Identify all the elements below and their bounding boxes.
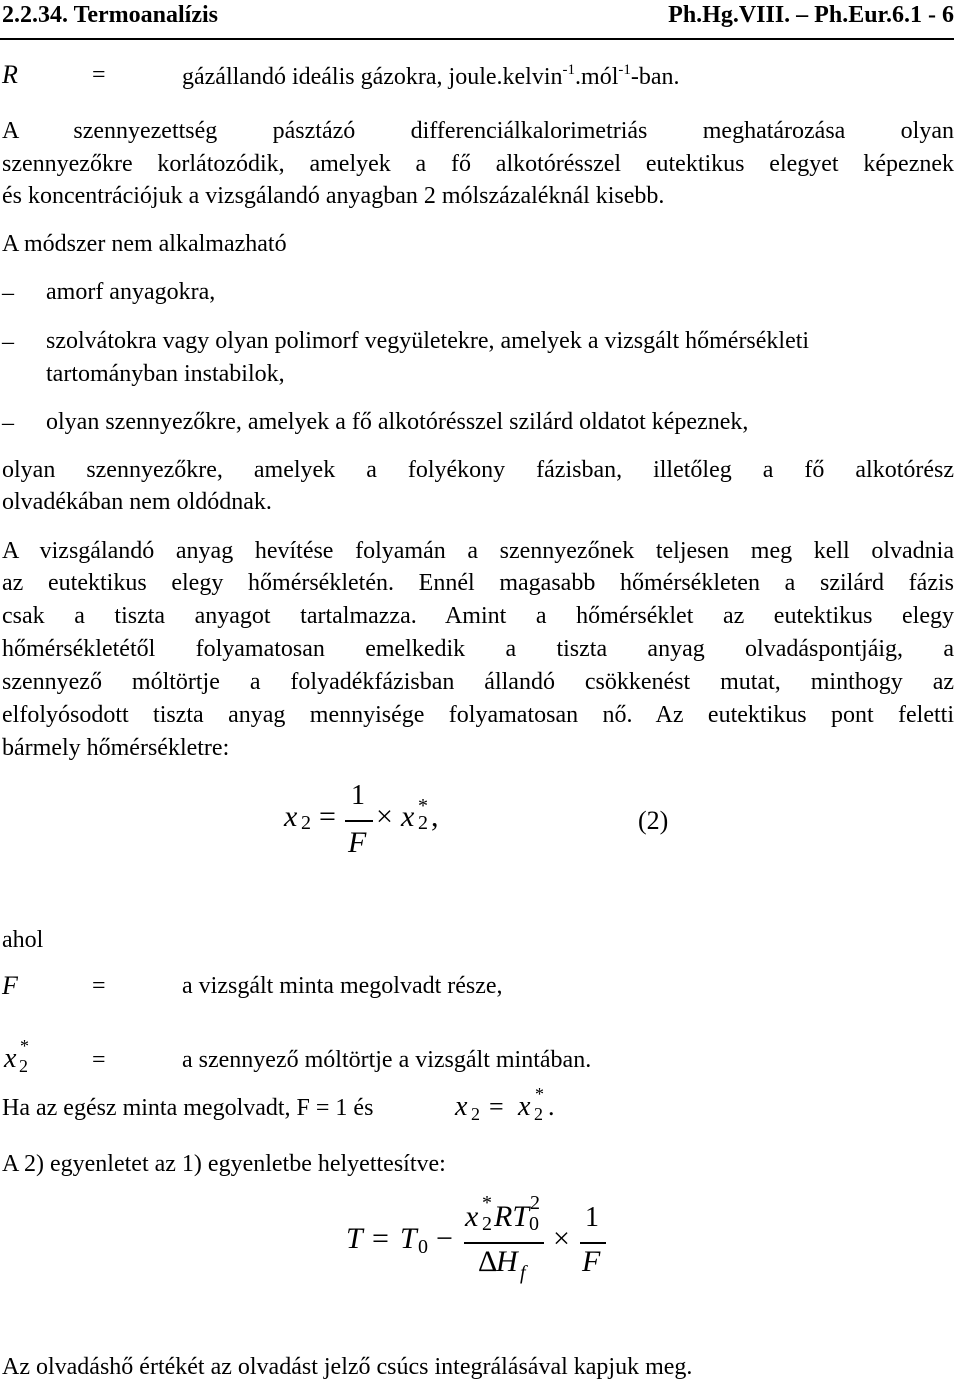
eq-times: × — [553, 1222, 570, 1255]
definition-text-part: gázállandó ideális gázokra, joule.kelvin — [182, 64, 563, 90]
eq-variable: T — [400, 1222, 417, 1255]
dash-bullet: – — [2, 329, 14, 355]
eq-variable: x — [455, 1091, 468, 1122]
eq-equals: = — [319, 800, 336, 833]
eq-variable: x — [401, 800, 415, 833]
text-line: Az olvadáshő értékét az olvadást jelző csúcs integrálásával kapjuk meg. — [2, 1354, 693, 1380]
text-line: A 2) egyenletet az 1) egyenletbe helyettesítve: — [2, 1151, 446, 1177]
superscript: -1 — [562, 62, 576, 78]
definition-symbol: F — [2, 971, 18, 1000]
list-item: amorf anyagokra, — [46, 279, 216, 305]
eq-superscript: 2 — [530, 1192, 540, 1214]
list-item: olyan szennyezőkre, amelyek a fő alkotórésszel szilárd oldatot képeznek, — [46, 409, 749, 435]
eq-numerator: 1 — [585, 1202, 599, 1233]
text-line: hőmérsékletétől folyamatosan emelkedik a tiszta anyag olvadáspontjáig, a — [2, 636, 954, 662]
text-line: az eutektikus elegy hőmérsékletén. Ennél magasabb hőmérsékleten a szilárd fázis — [2, 570, 954, 596]
text-line: szennyezőkre korlátozódik, amelyek a fő alkotórésszel eutektikus elegyet képeznek — [2, 151, 954, 177]
definition-symbol: x — [4, 1043, 17, 1074]
section-title: 2.2.34. Termoanalízis — [2, 2, 219, 28]
text-line: Ha az egész minta megolvadt, F = 1 és — [2, 1095, 374, 1121]
eq-times: × — [376, 800, 393, 833]
dash-bullet: – — [2, 280, 14, 306]
text-line: ahol — [2, 927, 44, 953]
eq-comma: , — [431, 800, 439, 833]
definition-equals: = — [92, 62, 106, 88]
eq-numerator: 1 — [351, 780, 365, 811]
fraction-bar — [345, 820, 373, 822]
eq-subscript: 0 — [529, 1213, 539, 1235]
definition-text-part: -ban. — [630, 64, 680, 90]
list-item-continuation: tartományban instabilok, — [46, 361, 285, 387]
eq-variable: H — [496, 1245, 518, 1278]
text-line: elfolyósodott tiszta anyag mennyisége folyamatosan nő. Az eutektikus pont feletti — [2, 702, 954, 728]
eq-minus: − — [436, 1222, 453, 1255]
eq-subscript: 2 — [534, 1104, 543, 1124]
list-item: szolvátokra vagy olyan polimorf vegyületekre, amelyek a vizsgált hőmérsékleti — [46, 328, 810, 354]
dash-bullet: – — [2, 410, 14, 436]
equation-number: (2) — [638, 806, 669, 835]
definition-text: a szennyező móltörtje a vizsgált mintában. — [182, 1047, 592, 1073]
eq-variable: T — [346, 1222, 363, 1255]
superscript: -1 — [618, 62, 631, 78]
text-line: olvadékában nem oldódnak. — [2, 489, 272, 515]
eq-delta: Δ — [478, 1245, 498, 1278]
eq-superscript: * — [535, 1084, 544, 1104]
definition-text — [182, 62, 680, 91]
eq-superscript: * — [418, 795, 428, 817]
eq-subscript: 2 — [482, 1213, 492, 1235]
eq-variable: x — [284, 800, 298, 833]
eq-denominator: F — [348, 826, 367, 859]
eq-subscript: 2 — [471, 1104, 480, 1124]
eq-variable: x — [465, 1200, 479, 1233]
eq-subscript: 2 — [301, 812, 311, 834]
text-line: A szennyezettség pásztázó differenciálkalorimetriás meghatározása olyan — [2, 118, 954, 144]
fraction-bar — [464, 1242, 544, 1244]
definition-text: a vizsgált minta megolvadt része, — [182, 973, 503, 999]
page-header — [0, 0, 954, 40]
definition-text-part: .mól — [575, 64, 619, 90]
text-line: olyan szennyezőkre, amelyek a folyékony fázisban, illetőleg a fő alkotórész — [2, 457, 954, 483]
text-line: bármely hőmérsékletre: — [2, 735, 230, 761]
pharmacopoeia-reference: Ph.Hg.VIII. – Ph.Eur.6.1 - 6 — [668, 2, 954, 28]
text-line: szennyező móltörtje a folyadékfázisban állandó csökkenést mutat, minthogy az — [2, 669, 954, 695]
eq-variable: RT — [494, 1200, 530, 1233]
definition-equals: = — [92, 973, 106, 999]
text-line: és koncentrációjuk a vizsgálandó anyagban 2 mólszázaléknál kisebb. — [2, 183, 665, 209]
text-line: A módszer nem alkalmazható — [2, 231, 287, 257]
definition-symbol: R — [2, 60, 18, 89]
eq-subscript: f — [520, 1262, 526, 1284]
eq-variable: x — [518, 1091, 531, 1122]
eq-period: . — [548, 1092, 555, 1121]
eq-denominator: F — [582, 1245, 601, 1278]
eq-subscript: 2 — [418, 812, 428, 834]
text-line: A vizsgálandó anyag hevítése folyamán a szennyezőnek teljesen meg kell olvadnia — [2, 538, 954, 564]
definition-superscript: * — [20, 1036, 29, 1056]
eq-superscript: * — [482, 1192, 492, 1214]
definition-equals: = — [92, 1047, 106, 1073]
fraction-bar — [580, 1242, 606, 1244]
eq-subscript: 0 — [418, 1236, 428, 1258]
text-line: csak a tiszta anyagot tartalmazza. Amint a hőmérséklet az eutektikus elegy — [2, 603, 954, 629]
eq-equals: = — [489, 1092, 504, 1121]
definition-subscript: 2 — [19, 1056, 28, 1076]
eq-equals: = — [372, 1222, 389, 1255]
